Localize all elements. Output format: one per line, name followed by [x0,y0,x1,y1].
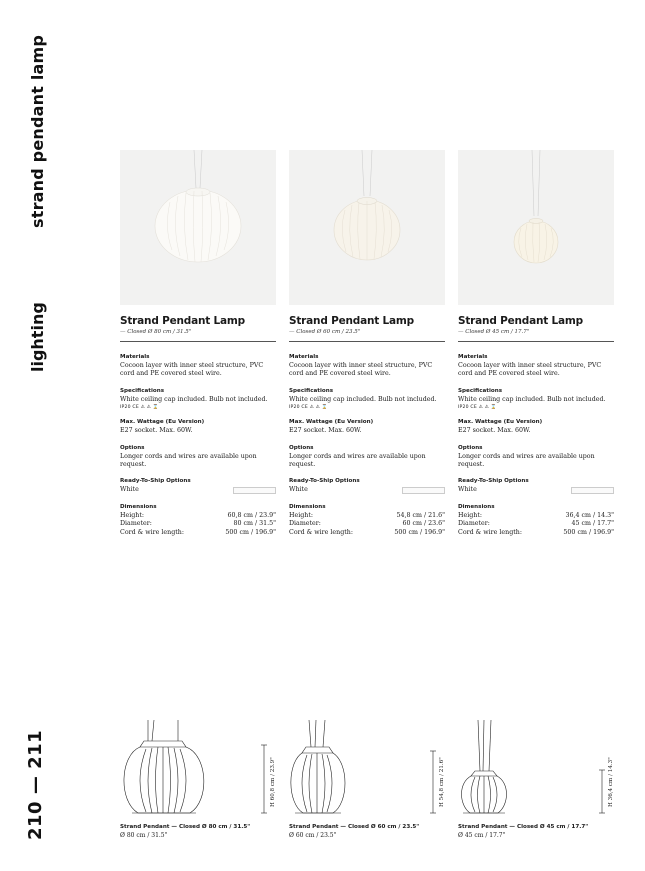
materials-section [289,354,445,379]
dimension-row [289,529,445,538]
specifications-section [458,388,614,410]
specifications-text: White ceiling cap included. Bulb not included. [289,395,437,403]
materials-section [458,354,614,379]
dimension-row [458,520,614,529]
dimension-row [289,520,445,529]
dimension-label: Diameter: [120,520,152,528]
title-divider [289,341,445,342]
lamp-photo-image [120,150,276,305]
drawing-height-label: H 54,8 cm / 21.6" [439,757,445,807]
dimension-value: 80 cm / 31.5" [233,520,276,528]
dimensions-heading: Dimensions [458,503,495,510]
specifications-text: White ceiling cap included. Bulb not included. [120,395,268,403]
ready-to-ship-value: White [458,486,477,494]
dimension-value: 500 cm / 196.9" [563,529,614,537]
dimension-label: Cord & wire length: [120,529,184,537]
specifications-text: White ceiling cap included. Bulb not included. [458,395,606,403]
dimension-label: Cord & wire length: [458,529,522,537]
title-divider [458,341,614,342]
color-swatch [233,487,276,494]
dimension-row [289,512,445,521]
specifications-section [120,388,276,410]
lamp-photo-image [458,150,614,305]
dimension-row [458,512,614,521]
side-category-title: lighting [28,302,47,372]
product-subtitle: — Closed Ø 45 cm / 17.7" [458,329,530,335]
dimension-label: Height: [120,511,144,519]
drawing-height-label: H 36,4 cm / 14.3" [608,757,614,807]
lamp-outline-drawing [289,715,449,825]
materials-text: Cocoon layer with inner steel structure, PVC cord and PE covered steel wire. [458,362,602,378]
wattage-heading: Max. Wattage (Eu Version) [458,419,543,426]
specifications-heading: Specifications [120,387,165,394]
drawing-caption [458,824,618,839]
dimension-value: 500 cm / 196.9" [394,529,445,537]
ready-to-ship-value: White [120,486,139,494]
ready-to-ship-heading: Ready-To-Ship Options [289,478,360,485]
dimensions-section [458,504,614,538]
dimensions-section [289,504,445,538]
technical-drawing [458,715,618,825]
ready-to-ship-section [120,478,276,494]
wattage-section [120,419,276,435]
product-title: Strand Pendant Lamp [120,315,245,327]
materials-heading: Materials [289,354,319,360]
color-swatch [571,487,614,494]
options-heading: Options [120,444,145,451]
materials-text: Cocoon layer with inner steel structure, PVC cord and PE covered steel wire. [120,362,264,378]
product-subtitle: — Closed Ø 80 cm / 31.5" [120,329,192,335]
specifications-section [289,388,445,410]
product-title: Strand Pendant Lamp [289,315,414,327]
dimension-value: 60 cm / 23.6" [402,520,445,528]
dimension-label: Height: [458,511,482,519]
drawing-caption [120,824,280,839]
wattage-text: E27 socket. Max. 60W. [289,427,362,435]
dimension-value: 500 cm / 196.9" [225,529,276,537]
wattage-text: E27 socket. Max. 60W. [120,427,193,435]
title-divider [120,341,276,342]
options-text: Longer cords and wires are available upon request. [120,452,257,469]
ready-to-ship-section [289,478,445,494]
lamp-outline-drawing [120,715,280,825]
dimensions-section [120,504,276,538]
product-photo [458,150,614,305]
materials-heading: Materials [120,354,150,360]
dimension-row [120,520,276,529]
wattage-section [458,419,614,435]
wattage-text: E27 socket. Max. 60W. [458,427,531,435]
caption-title: Strand Pendant — Closed Ø 80 cm / 31.5" [120,824,251,830]
caption-subtitle: Ø 60 cm / 23.5" [289,832,337,839]
materials-text: Cocoon layer with inner steel structure, PVC cord and PE covered steel wire. [289,362,433,378]
dimension-label: Height: [289,511,313,519]
product-photo [289,150,445,305]
product-column [458,150,614,538]
certification-icons: IP20 CE ⚠ ⚠ ⌛ [289,405,328,411]
dimensions-heading: Dimensions [289,503,326,510]
dimension-value: 60,8 cm / 23.9" [227,511,276,519]
wattage-heading: Max. Wattage (Eu Version) [120,419,205,426]
options-text: Longer cords and wires are available upon request. [458,452,595,469]
dimension-value: 54,8 cm / 21.6" [396,511,445,519]
page-numbers: 210 — 211 [25,729,46,840]
certification-icons: IP20 CE ⚠ ⚠ ⌛ [458,405,497,411]
options-section [289,445,445,470]
dimension-value: 36,4 cm / 14.3" [565,511,614,519]
dimensions-heading: Dimensions [120,503,157,510]
dimension-label: Cord & wire length: [289,529,353,537]
specifications-heading: Specifications [289,387,334,394]
options-heading: Options [289,444,314,451]
ready-to-ship-section [458,478,614,494]
options-section [120,445,276,470]
technical-drawing [120,715,280,825]
drawing-height-label: H 60,8 cm / 23.9" [270,757,276,807]
dimension-value: 45 cm / 17.7" [571,520,614,528]
ready-to-ship-value: White [289,486,308,494]
dimension-label: Diameter: [289,520,321,528]
options-heading: Options [458,444,483,451]
technical-drawing [289,715,449,825]
materials-heading: Materials [458,354,488,360]
materials-section [120,354,276,379]
drawing-caption [289,824,449,839]
product-photo [120,150,276,305]
wattage-section [289,419,445,435]
caption-title: Strand Pendant — Closed Ø 45 cm / 17.7" [458,824,589,830]
options-text: Longer cords and wires are available upon request. [289,452,426,469]
lamp-outline-drawing [458,715,618,825]
options-section [458,445,614,470]
dimension-row [120,512,276,521]
dimension-label: Diameter: [458,520,490,528]
product-title: Strand Pendant Lamp [458,315,583,327]
side-product-title: strand pendant lamp [28,34,47,228]
certification-icons: IP20 CE ⚠ ⚠ ⌛ [120,405,159,411]
caption-subtitle: Ø 45 cm / 17.7" [458,832,506,839]
caption-subtitle: Ø 80 cm / 31.5" [120,832,168,839]
ready-to-ship-heading: Ready-To-Ship Options [458,478,529,485]
specifications-heading: Specifications [458,387,503,394]
ready-to-ship-heading: Ready-To-Ship Options [120,478,191,485]
wattage-heading: Max. Wattage (Eu Version) [289,419,374,426]
product-column [289,150,445,538]
dimension-row [120,529,276,538]
color-swatch [402,487,445,494]
product-subtitle: — Closed Ø 60 cm / 23.5" [289,329,361,335]
lamp-photo-image [289,150,445,305]
dimension-row [458,529,614,538]
product-column [120,150,276,538]
caption-title: Strand Pendant — Closed Ø 60 cm / 23.5" [289,824,420,830]
